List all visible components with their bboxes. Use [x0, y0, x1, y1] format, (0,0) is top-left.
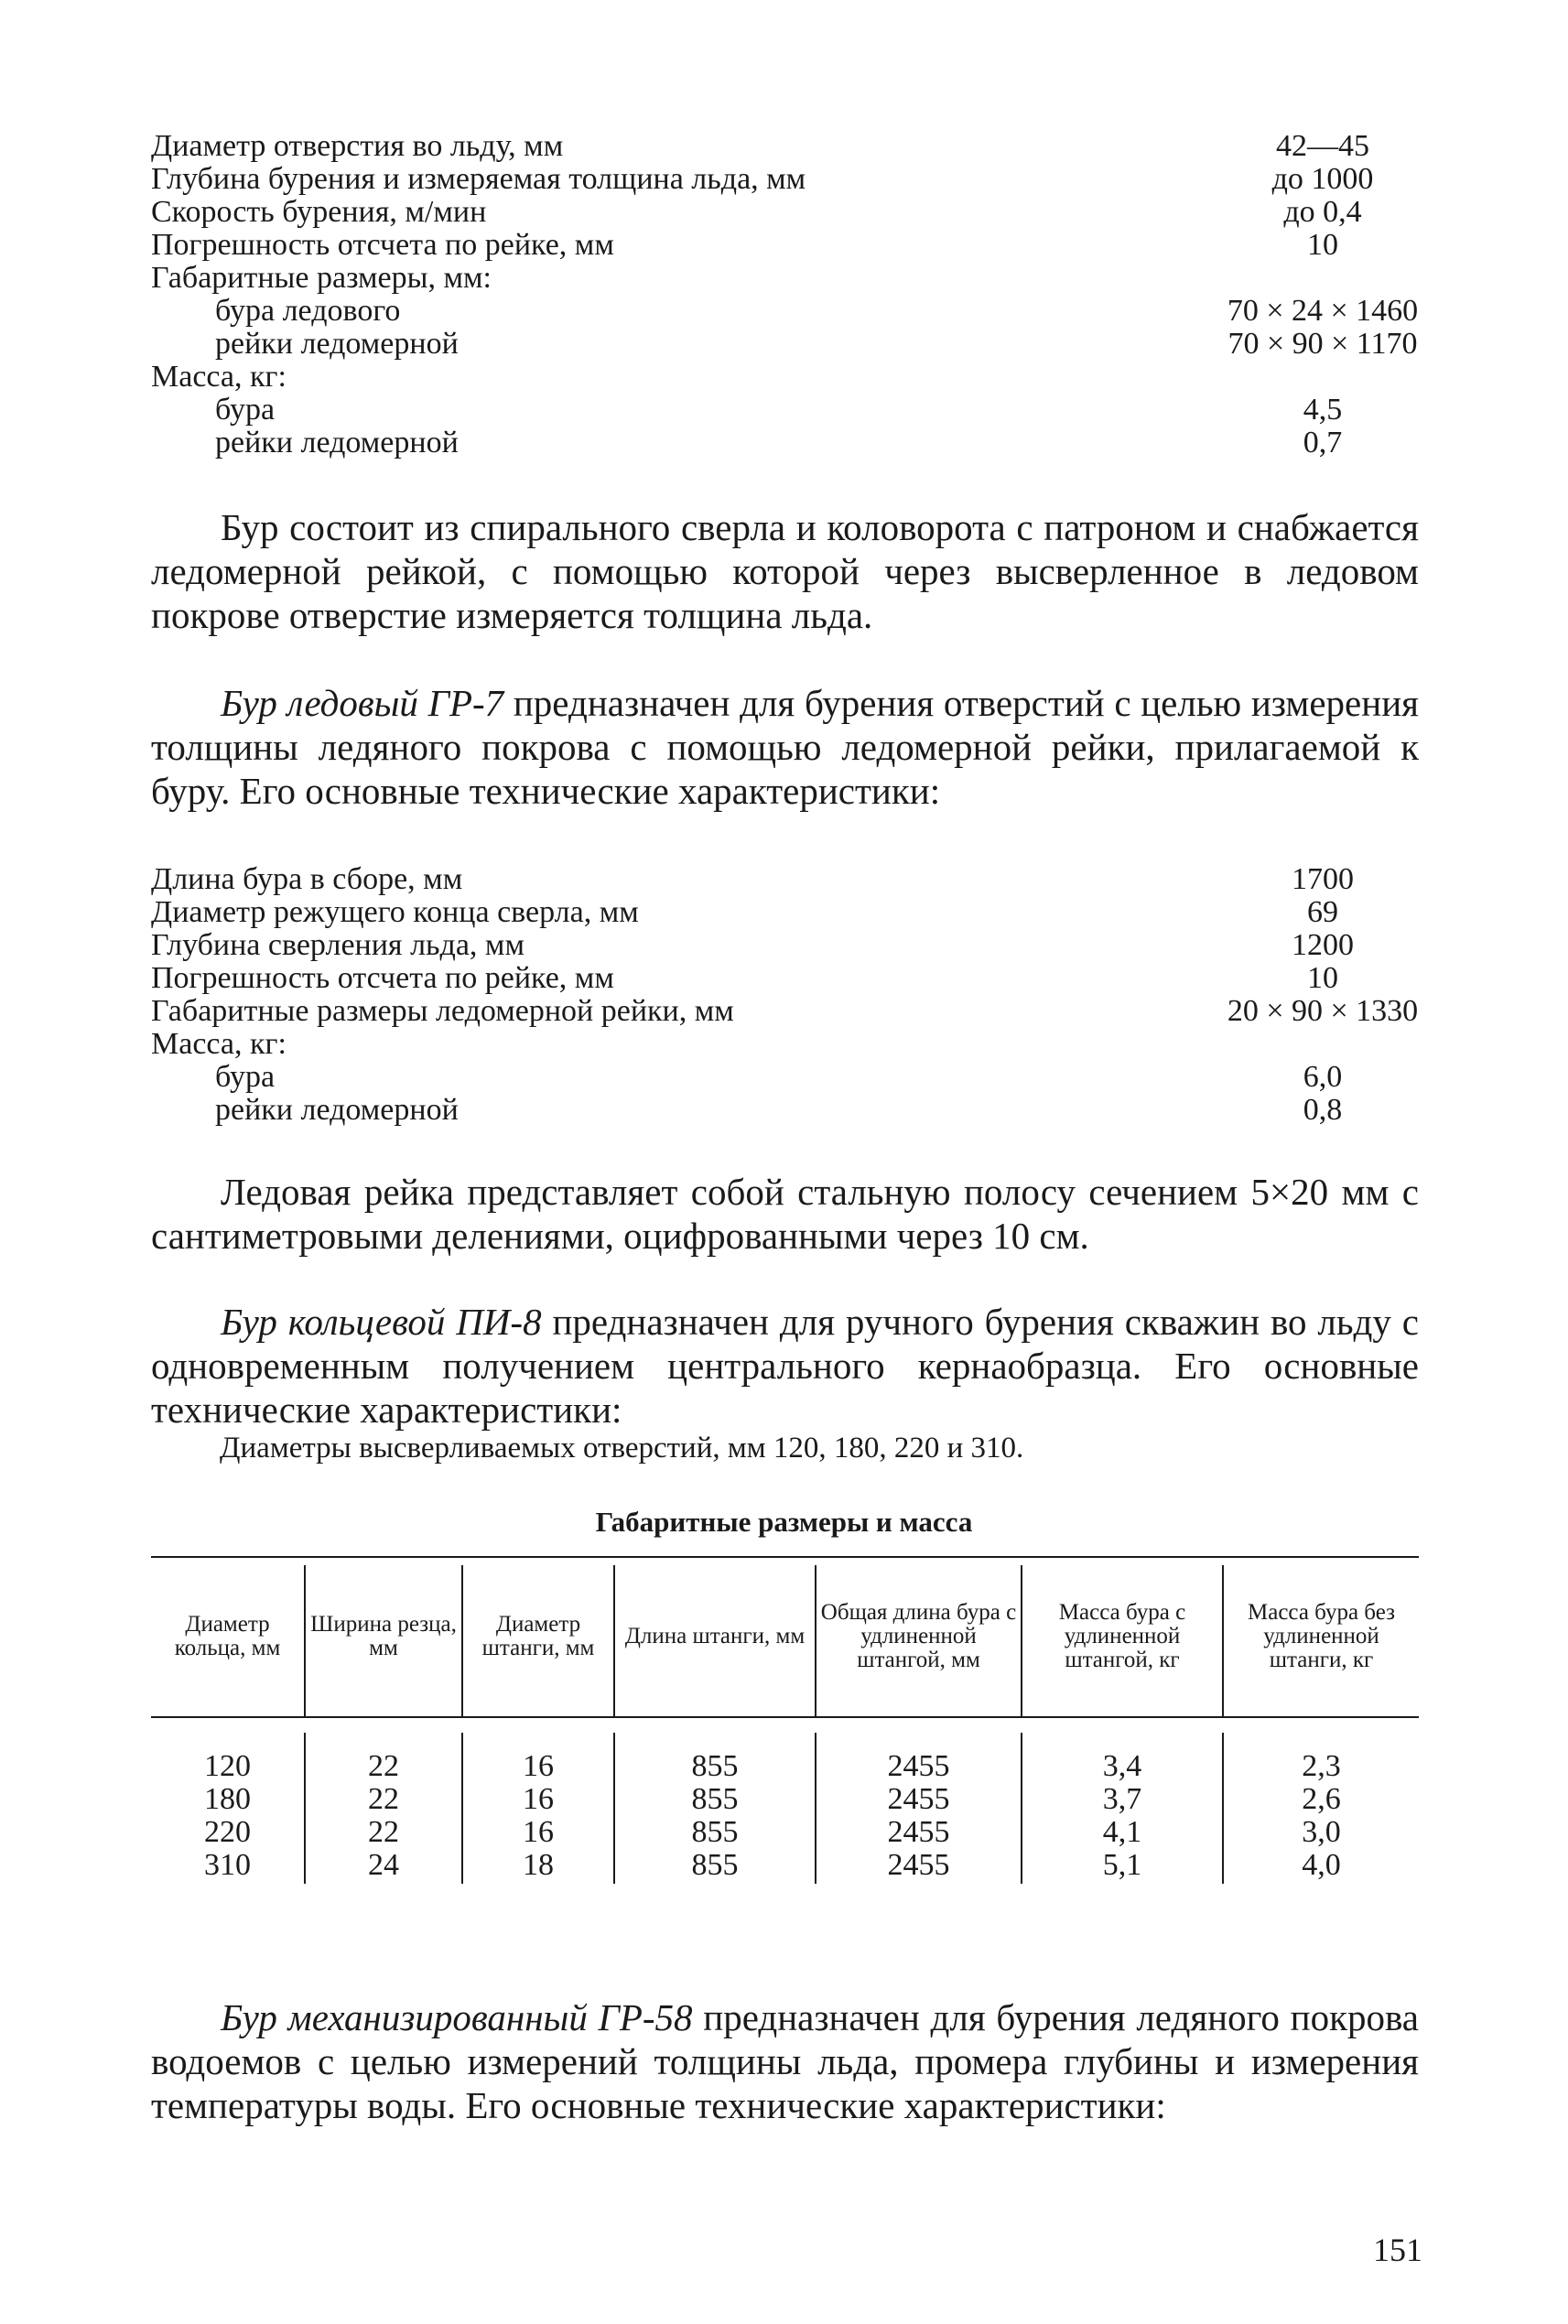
pi8-title: Бур кольцевой ПИ-8 — [221, 1301, 542, 1343]
table-column: 2455 2455 2455 2455 — [887, 1749, 950, 1882]
spec-row: Диаметр отверстия во льду, мм 42—45 — [151, 129, 1369, 163]
table-column: 22 22 22 24 — [368, 1749, 399, 1882]
gr58-title: Бур механизированный ГР-58 — [221, 1996, 693, 2038]
paragraph-gr58: Бур механизированный ГР-58 предназначен для бурения ледяного покрова водоемов с целью измерений толщины льда, промера глубины и измерения температуры воды. Его основные технические характеристики: — [151, 1996, 1420, 2126]
table-column: 16 16 16 18 — [523, 1749, 554, 1882]
spec-row: рейки ледомерной 0,8 — [215, 1093, 1343, 1127]
table-header-cell: Диаметр штанги, мм — [481, 1611, 595, 1660]
paragraph-ice-rod: Ледовая рейка представляет собой стальную полосу сечением 5×20 мм с сантиметровыми делениями, оцифрованными через 10 см. — [151, 1171, 1419, 1257]
drill-diameters-line: Диаметры высверливаемых отверстий, мм 120, 180, 220 и 310. — [220, 1432, 1024, 1465]
table-header-cell: Длина штанги, мм — [624, 1623, 806, 1648]
spec-row: Погрешность отсчета по рейке, мм 10 — [151, 228, 1338, 262]
paragraph-gr7: Бур ледовый ГР-7 предназначен для бурения отверстий с целью измерения толщины ледяного покрова с помощью ледомерной рейки, прилагаемой к буру. Его основные технические характеристики: — [151, 682, 1419, 812]
paragraph-pi8: Бур кольцевой ПИ-8 предназначен для ручного бурения скважин во льду с одновременным получением центрального кернаобразца. Его основные технические характеристики: — [151, 1301, 1419, 1431]
table-header-cell: Ширина резца, мм — [310, 1611, 457, 1660]
table-header-cell: Общая длина бура с удлиненной штангой, мм — [820, 1599, 1017, 1672]
spec-row: Габаритные размеры, мм: — [151, 261, 492, 295]
table-header-cell: Масса бура с удлиненной штангой, кг — [1058, 1599, 1186, 1672]
table-header-cell: Масса бура без удлиненной штанги, кг — [1248, 1599, 1395, 1672]
page-number: 151 — [1373, 2232, 1422, 2268]
spec-row: Длина бура в сборе, мм 1700 — [151, 862, 1354, 896]
spec-row: Скорость бурения, м/мин до 0,4 — [151, 195, 1362, 229]
table-header-cell: Диаметр кольца, мм — [174, 1611, 281, 1660]
table-column: 3,4 3,7 4,1 5,1 — [1102, 1749, 1142, 1882]
spec-row: Габаритные размеры ледомерной рейки, мм 20 × 90 × 1330 — [151, 994, 1419, 1028]
spec-list-2 — [151, 862, 1419, 1127]
spec-row: Диаметр режущего конца сверла, мм 69 — [151, 895, 1338, 929]
spec-row: Масса, кг: — [151, 360, 287, 394]
table-title: Габаритные размеры и масса — [595, 1506, 973, 1538]
table-header-rule — [151, 1716, 1419, 1718]
spec-row: бура 6,0 — [215, 1060, 1343, 1094]
table-column: 855 855 855 855 — [691, 1749, 739, 1882]
spec-row: Погрешность отсчета по рейке, мм 10 — [151, 961, 1338, 995]
table-column: 120 180 220 310 — [204, 1749, 251, 1882]
table-column: 2,3 2,6 3,0 4,0 — [1302, 1749, 1341, 1882]
paragraph-drill-description: Бур состоит из спирального сверла и коловорота с патроном и снабжается ледомерной рейкой, с помощью которой через высверленное в ледовом покрове отверстие измеряется толщина льда. — [151, 506, 1419, 636]
spec-row: бура ледового 70 × 24 × 1460 — [215, 294, 1419, 328]
spec-list-1 — [151, 129, 1419, 459]
gr7-title: Бур ледовый ГР-7 — [221, 682, 504, 724]
spec-row: Масса, кг: — [151, 1027, 287, 1061]
spec-row: Глубина сверления льда, мм 1200 — [151, 928, 1354, 962]
spec-row: рейки ледомерной 70 × 90 × 1170 — [215, 327, 1418, 361]
spec-row: Глубина бурения и измеряемая толщина льда, мм до 1000 — [151, 162, 1374, 196]
spec-row: бура 4,5 — [215, 393, 1343, 427]
spec-row: рейки ледомерной 0,7 — [215, 426, 1343, 459]
